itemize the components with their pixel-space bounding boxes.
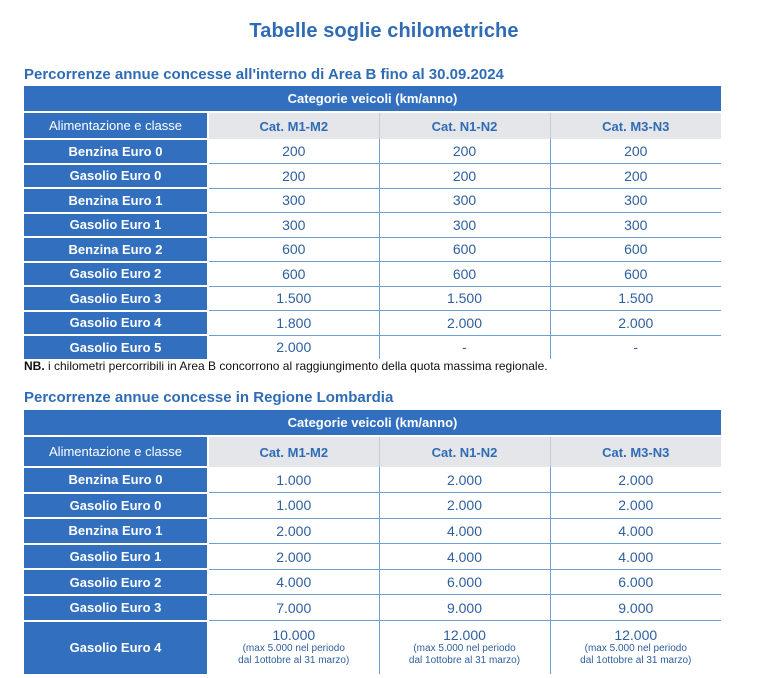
column-header-fuel-class: Alimentazione e classe: [24, 112, 208, 139]
table-row: [24, 213, 721, 238]
table-cell: 2.000: [379, 467, 550, 493]
table-cell: 200: [208, 139, 379, 164]
cell-note-line2: dal 1ottobre al 31 marzo): [408, 655, 521, 667]
table-cell: [208, 621, 379, 674]
table-row: [24, 569, 721, 595]
row-label: Gasolio Euro 5: [24, 335, 208, 359]
cell-note-line1: (max 5.000 nel periodo: [242, 643, 345, 655]
cell-value: 10.000: [272, 627, 316, 644]
table-cell: 2.000: [208, 335, 379, 359]
cell-note-line1: (max 5.000 nel periodo: [413, 643, 516, 655]
table-cell: 1.800: [208, 311, 379, 336]
cell-note-line1: (max 5.000 nel periodo: [584, 643, 687, 655]
column-header-n1-n2: Cat. N1-N2: [379, 112, 550, 139]
table-cell: 300: [379, 188, 550, 213]
table-cell: 600: [550, 237, 721, 262]
table-cell: 7.000: [208, 595, 379, 621]
table-row: [24, 188, 721, 213]
table-cell: 600: [208, 262, 379, 287]
row-label: Gasolio Euro 2: [24, 569, 208, 595]
table-cell: 2.000: [208, 518, 379, 544]
table-cell: 1.000: [208, 467, 379, 493]
table-cell: 1.000: [208, 493, 379, 519]
table-cell: 2.000: [550, 467, 721, 493]
column-header-m1-m2: Cat. M1-M2: [208, 436, 379, 467]
page-title: Tabelle soglie chilometriche: [249, 20, 519, 42]
table-cell: 2.000: [379, 493, 550, 519]
row-label: Gasolio Euro 4: [24, 621, 208, 674]
table-cell: -: [379, 335, 550, 359]
table-cell: 300: [379, 213, 550, 238]
column-header-m1-m2: Cat. M1-M2: [208, 112, 379, 139]
table-cell: [379, 621, 550, 674]
footnote: [24, 359, 548, 373]
table-cell: 4.000: [208, 569, 379, 595]
table-cell: 300: [550, 213, 721, 238]
table-row: [24, 262, 721, 287]
row-label: Gasolio Euro 3: [24, 286, 208, 311]
row-label: Gasolio Euro 0: [24, 164, 208, 189]
table-cell: [550, 621, 721, 674]
table-cell: 600: [379, 237, 550, 262]
table-cell: 2.000: [550, 493, 721, 519]
table-row: [24, 544, 721, 570]
table-row: [24, 311, 721, 336]
column-header-fuel-class: Alimentazione e classe: [24, 436, 208, 467]
row-label: Gasolio Euro 0: [24, 493, 208, 519]
cell-value: 12.000: [614, 627, 658, 644]
table-row: [24, 139, 721, 164]
column-header-n1-n2: Cat. N1-N2: [379, 436, 550, 467]
table-cell: 200: [550, 139, 721, 164]
cell-note-line2: dal 1ottobre al 31 marzo): [580, 655, 692, 667]
table-row: [24, 518, 721, 544]
table-cell: 4.000: [550, 518, 721, 544]
table-cell: 200: [208, 164, 379, 189]
cell-note-line2: dal 1ottobre al 31 marzo): [238, 655, 350, 667]
row-label: Gasolio Euro 1: [24, 544, 208, 570]
table-header-span: Categorie veicoli (km/anno): [24, 86, 721, 112]
table-cell: 200: [379, 139, 550, 164]
footnote-label: NB.: [24, 359, 45, 373]
table-cell: 2.000: [379, 311, 550, 336]
table-cell: 300: [208, 188, 379, 213]
table-row: [24, 595, 721, 621]
row-label: Gasolio Euro 3: [24, 595, 208, 621]
table-cell: 600: [208, 237, 379, 262]
row-label: Benzina Euro 0: [24, 467, 208, 493]
table-row: [24, 237, 721, 262]
table-row: [24, 286, 721, 311]
table-cell: -: [550, 335, 721, 359]
column-header-m3-n3: Cat. M3-N3: [550, 112, 721, 139]
table-cell: 9.000: [550, 595, 721, 621]
table-cell: 300: [208, 213, 379, 238]
table-row: [24, 335, 721, 359]
table-cell: 2.000: [208, 544, 379, 570]
table-row: [24, 467, 721, 493]
table-cell: 4.000: [379, 544, 550, 570]
table-cell: 1.500: [379, 286, 550, 311]
table-cell: 200: [379, 164, 550, 189]
row-label: Benzina Euro 2: [24, 237, 208, 262]
section-title-area-b: Percorrenze annue concesse all'interno di Area B fino al 30.09.2024: [24, 66, 504, 83]
table-cell: 600: [379, 262, 550, 287]
row-label: Gasolio Euro 4: [24, 311, 208, 336]
row-label: Gasolio Euro 1: [24, 213, 208, 238]
table-cell: 200: [550, 164, 721, 189]
table-cell: 6.000: [379, 569, 550, 595]
table-cell: 1.500: [208, 286, 379, 311]
table-cell: 6.000: [550, 569, 721, 595]
row-label: Gasolio Euro 2: [24, 262, 208, 287]
table-row: [24, 164, 721, 189]
row-label: Benzina Euro 1: [24, 188, 208, 213]
table-row: [24, 621, 721, 674]
footnote-text: i chilometri percorribili in Area B concorrono al raggiungimento della quota massima regionale.: [44, 359, 548, 373]
table-row: [24, 493, 721, 519]
table-cell: 4.000: [550, 544, 721, 570]
row-label: Benzina Euro 1: [24, 518, 208, 544]
area-b-thresholds-table: [24, 86, 721, 359]
table-header-span: Categorie veicoli (km/anno): [24, 410, 721, 436]
lombardia-thresholds-table: [24, 410, 721, 674]
table-cell: 9.000: [379, 595, 550, 621]
column-header-m3-n3: Cat. M3-N3: [550, 436, 721, 467]
table-cell: 1.500: [550, 286, 721, 311]
table-cell: 300: [550, 188, 721, 213]
section-title-lombardia: Percorrenze annue concesse in Regione Lombardia: [24, 389, 394, 406]
table-cell: 4.000: [379, 518, 550, 544]
cell-value: 12.000: [443, 627, 486, 644]
table-cell: 2.000: [550, 311, 721, 336]
row-label: Benzina Euro 0: [24, 139, 208, 164]
table-cell: 600: [550, 262, 721, 287]
